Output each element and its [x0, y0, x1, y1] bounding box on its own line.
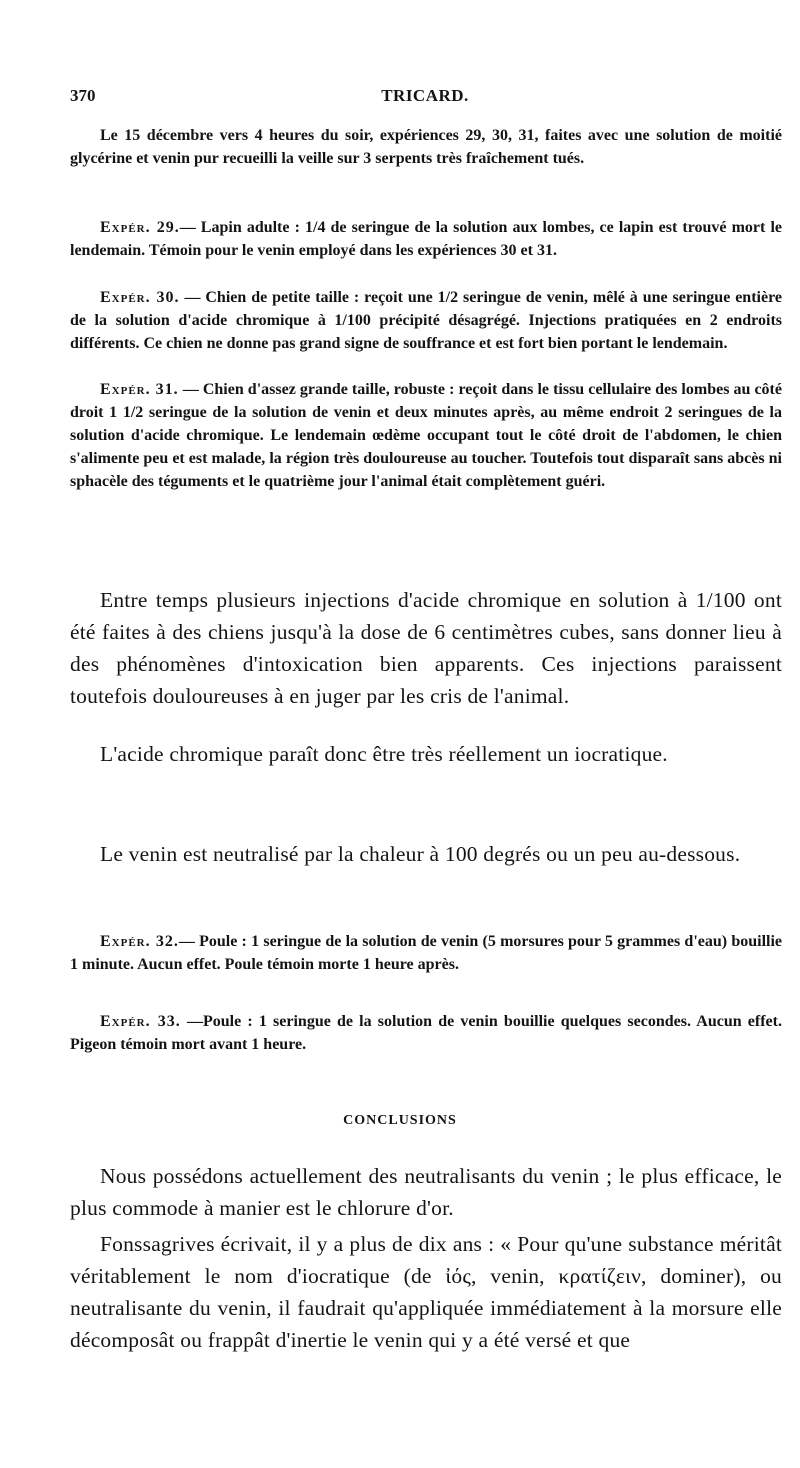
experiment-label: Expér. 30.: [100, 289, 180, 306]
page-header: [70, 86, 780, 110]
paragraph-conclusion: Nous possédons actuellement des neutralisants du venin ; le plus efficace, le plus commode à manier est le chlorure d'or.: [70, 1164, 782, 1220]
experiment-text: — Lapin adulte : 1/4 de seringue de la solution aux lombes, ce lapin est trouvé mort le lendemain. Témoin pour le venin employé dans les expériences 30 et 31.: [70, 219, 782, 259]
experiment-label: Expér. 32.: [100, 933, 179, 950]
paragraph-fonssagrives: Fonssagrives écrivait, il y a plus de dix ans : « Pour qu'une substance méritât véritablement le nom d'iocratique (de ἰός, venin, κρατίζειν, dominer), ou neutralisante du venin, il faudrait qu'appliquée immédiatement à la morsure elle décomposât ou frappât d'inertie le venin qui y a été versé et que: [70, 1232, 782, 1352]
experiment-text: — Chien d'assez grande taille, robuste : reçoit dans le tissu cellulaire des lombes au côté droit 1 1/2 seringue de la solution de venin et deux minutes après, au même endroit 2 seringues de la solution d'acide chromique. Le lendemain œdème occupant tout le côté droit de l'abdomen, le chien s'alimente peu et est malade, la région très douloureuse au toucher. Toutefois tout disparaît sans abcès ni sphacèle des téguments et le quatrième jour l'animal était complètement guéri.: [70, 381, 782, 490]
section-heading: CONCLUSIONS: [343, 1113, 457, 1128]
paragraph-heat: Le venin est neutralisé par la chaleur à 100 degrés ou un peu au-dessous.: [100, 842, 741, 866]
paragraph-experiment-29: [70, 216, 782, 262]
paragraph-experiment-30: [70, 286, 782, 355]
experiment-label: Expér. 33.: [100, 1013, 181, 1030]
page-number: 370: [70, 86, 96, 105]
paragraph-chromic-acid: Entre temps plusieurs injections d'acide chromique en solution à 1/100 ont été faites à des chiens jusqu'à la dose de 6 centimètres cubes, sans donner lieu à des phénomènes d'intoxication bien apparents. Ces injections paraissent toutefois douloureuses à en juger par les cris de l'animal.: [70, 588, 782, 708]
experiment-text: — Chien de petite taille : reçoit une 1/2 seringue de venin, mêlé à une seringue entière de la solution d'acide chromique à 1/100 précipité désagrégé. Injections pratiquées en 2 endroits différents. Ce chien ne donne pas grand signe de souffrance et est fort bien portant le lendemain.: [70, 289, 782, 352]
running-head: TRICARD.: [381, 86, 469, 105]
experiment-text: — Poule : 1 seringue de la solution de venin (5 morsures pour 5 grammes d'eau) bouillie 1 minute. Aucun effet. Poule témoin morte 1 heure après.: [70, 933, 783, 973]
paragraph-intro: Le 15 décembre vers 4 heures du soir, expériences 29, 30, 31, faites avec une solution de moitié glycérine et venin pur recueilli la veille sur 3 serpents très fraîchement tués.: [70, 127, 782, 167]
paragraph-experiment-31: [70, 378, 782, 493]
paragraph-experiment-32: [70, 930, 782, 976]
experiment-label: Expér. 29.: [100, 219, 180, 236]
paragraph-iocratic: L'acide chromique paraît donc être très réellement un iocratique.: [100, 742, 668, 766]
experiment-text: —Poule : 1 seringue de la solution de venin bouillie quelques secondes. Aucun effet. Pigeon témoin mort avant 1 heure.: [70, 1013, 782, 1053]
experiment-label: Expér. 31.: [100, 381, 179, 398]
paragraph-experiment-33: [70, 1010, 782, 1056]
